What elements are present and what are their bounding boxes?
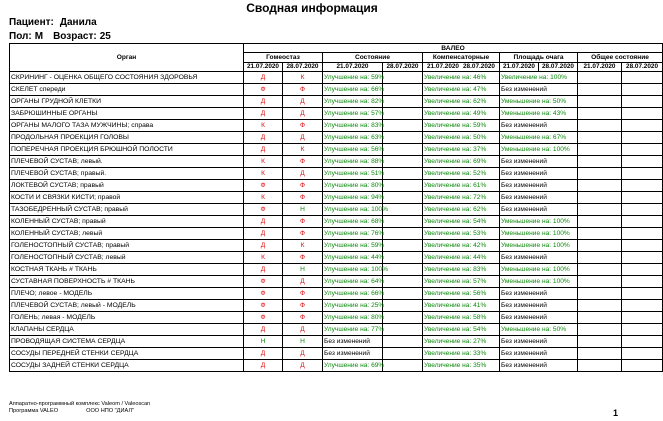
date-header: 28.07.2020 <box>283 62 323 71</box>
state-value: Без изменений <box>323 348 383 360</box>
date-header: 21.07.2020 <box>578 62 622 71</box>
date-header: 21.07.2020 <box>500 62 539 71</box>
general-state-empty <box>622 336 663 348</box>
general-state-empty <box>578 264 622 276</box>
table-row <box>10 192 663 204</box>
table-row <box>10 108 663 120</box>
focus-area-value: Без изменений <box>500 120 578 132</box>
patient-name-label: Пациент: <box>9 17 54 28</box>
general-state-empty <box>578 156 622 168</box>
state-value: Без изменений <box>323 336 383 348</box>
focus-area-value: Уменьшение на: 67% <box>500 132 578 144</box>
focus-area-value: Без изменений <box>500 252 578 264</box>
homeostasis-value-2: Ф <box>283 84 323 96</box>
state-value: Улучшение на: 100% <box>323 264 383 276</box>
general-state-empty <box>578 336 622 348</box>
general-state-empty <box>578 168 622 180</box>
footer-company: ООО НПО "ДИАЛ" <box>86 408 134 414</box>
date-header: 21.07.2020 <box>323 62 383 71</box>
state-value: Улучшение на: 80% <box>323 180 383 192</box>
general-state-empty <box>578 360 622 372</box>
homeostasis-value-2: Ф <box>283 216 323 228</box>
general-state-empty <box>578 72 622 84</box>
focus-area-value: Уменьшение на: 100% <box>500 228 578 240</box>
general-state-empty <box>578 300 622 312</box>
table-row <box>10 204 663 216</box>
state-value-empty <box>383 336 423 348</box>
general-state-empty <box>578 348 622 360</box>
homeostasis-value-1: Д <box>244 96 283 108</box>
general-state-empty <box>622 216 663 228</box>
valeo-group-header: ВАЛЕО <box>244 44 663 53</box>
general-state-empty <box>578 132 622 144</box>
organ-name: ГОЛЕНЬ; левая - МОДЕЛЬ <box>10 312 244 324</box>
table-row <box>10 216 663 228</box>
state-value-empty <box>383 216 423 228</box>
homeostasis-value-1: К <box>244 192 283 204</box>
general-state-empty <box>578 312 622 324</box>
focus-area-value: Без изменений <box>500 300 578 312</box>
general-state-empty <box>578 96 622 108</box>
state-value-empty <box>383 156 423 168</box>
homeostasis-value-2: Н <box>283 336 323 348</box>
state-value-empty <box>383 312 423 324</box>
state-value-empty <box>383 288 423 300</box>
focus-area-value: Без изменений <box>500 336 578 348</box>
organ-name: СОСУДЫ ПЕРЕДНЕЙ СТЕНКИ СЕРДЦА <box>10 348 244 360</box>
table-row <box>10 168 663 180</box>
state-value-empty <box>383 168 423 180</box>
state-value-empty <box>383 120 423 132</box>
organ-name: ЛОКТЕВОЙ СУСТАВ; правый <box>10 180 244 192</box>
state-value: Улучшение на: 44% <box>323 252 383 264</box>
homeostasis-value-1: Д <box>244 132 283 144</box>
table-row <box>10 312 663 324</box>
col-focus-area-header: Площадь очага <box>500 53 578 62</box>
homeostasis-value-2: Ф <box>283 300 323 312</box>
compensatory-value: Увеличение на: 44% <box>423 252 500 264</box>
state-value-empty <box>383 192 423 204</box>
general-state-empty <box>622 300 663 312</box>
homeostasis-value-1: К <box>244 168 283 180</box>
table-row <box>10 72 663 84</box>
organ-name: СОСУДЫ ЗАДНЕЙ СТЕНКИ СЕРДЦА <box>10 360 244 372</box>
compensatory-value: Увеличение на: 46% <box>423 72 500 84</box>
homeostasis-value-2: Ф <box>283 180 323 192</box>
table-row <box>10 156 663 168</box>
state-value: Улучшение на: 57% <box>323 108 383 120</box>
organ-name: ПОПЕРЕЧНАЯ ПРОЕКЦИЯ БРЮШНОЙ ПОЛОСТИ <box>10 144 244 156</box>
focus-area-value: Уменьшение на: 100% <box>500 240 578 252</box>
table-row <box>10 84 663 96</box>
general-state-empty <box>622 324 663 336</box>
general-state-empty <box>578 228 622 240</box>
general-state-empty <box>622 168 663 180</box>
homeostasis-value-1: Н <box>244 336 283 348</box>
focus-area-value: Без изменений <box>500 168 578 180</box>
footer-product: Аппаратно-программный комплекс Valeom / Valeoscan <box>9 401 151 407</box>
state-value: Улучшение на: 82% <box>323 96 383 108</box>
table-row <box>10 276 663 288</box>
date-header: 28.07.2020 <box>539 62 578 71</box>
focus-area-value: Без изменений <box>500 180 578 192</box>
state-value-empty <box>383 144 423 156</box>
homeostasis-value-1: Д <box>244 240 283 252</box>
homeostasis-value-2: Д <box>283 276 323 288</box>
compensatory-value: Увеличение на: 61% <box>423 180 500 192</box>
compensatory-value: Увеличение на: 54% <box>423 324 500 336</box>
general-state-empty <box>622 288 663 300</box>
patient-name-line <box>9 17 103 28</box>
date-header: 21.07.2020 <box>244 62 283 71</box>
homeostasis-value-2: Д <box>283 168 323 180</box>
state-value: Улучшение на: 66% <box>323 288 383 300</box>
table-row <box>10 264 663 276</box>
organ-name: ПЛЕЧЕВОЙ СУСТАВ; правый. <box>10 168 244 180</box>
compensatory-value: Увеличение на: 69% <box>423 156 500 168</box>
organ-name: ОРГАНЫ ГРУДНОЙ КЛЕТКИ <box>10 96 244 108</box>
homeostasis-value-2: Д <box>283 132 323 144</box>
homeostasis-value-1: К <box>244 120 283 132</box>
state-value: Улучшение на: 66% <box>323 84 383 96</box>
state-value: Улучшение на: 59% <box>323 72 383 84</box>
state-value: Улучшение на: 100% <box>323 204 383 216</box>
general-state-empty <box>578 252 622 264</box>
general-state-empty <box>622 72 663 84</box>
compensatory-value: Увеличение на: 37% <box>423 144 500 156</box>
state-value: Улучшение на: 88% <box>323 156 383 168</box>
table-row <box>10 336 663 348</box>
table-row <box>10 120 663 132</box>
general-state-empty <box>578 84 622 96</box>
summary-table <box>9 43 663 372</box>
date-header: 28.07.2020 <box>383 62 423 71</box>
homeostasis-value-1: Д <box>244 228 283 240</box>
table-row <box>10 360 663 372</box>
state-value-empty <box>383 252 423 264</box>
general-state-empty <box>622 84 663 96</box>
general-state-empty <box>578 180 622 192</box>
organ-name: КОЛЕННЫЙ СУСТАВ; правый <box>10 216 244 228</box>
age-label: Возраст: <box>53 31 97 42</box>
organ-name: ПЛЕЧЕВОЙ СУСТАВ; левый - МОДЕЛЬ <box>10 300 244 312</box>
general-state-empty <box>578 192 622 204</box>
homeostasis-value-2: К <box>283 240 323 252</box>
general-state-empty <box>622 276 663 288</box>
homeostasis-value-2: Ф <box>283 192 323 204</box>
col-state-header: Состояние <box>323 53 423 62</box>
state-value-empty <box>383 360 423 372</box>
homeostasis-value-2: Ф <box>283 312 323 324</box>
general-state-empty <box>578 108 622 120</box>
table-row <box>10 132 663 144</box>
organ-name: ПРОДОЛЬНАЯ ПРОЕКЦИЯ ГОЛОВЫ <box>10 132 244 144</box>
compensatory-value: Увеличение на: 41% <box>423 300 500 312</box>
organ-name: ГОЛЕНОСТОПНЫЙ СУСТАВ; левый <box>10 252 244 264</box>
table-row <box>10 324 663 336</box>
homeostasis-value-2: Ф <box>283 156 323 168</box>
state-value: Улучшение на: 25% <box>323 300 383 312</box>
homeostasis-value-1: Д <box>244 324 283 336</box>
organ-name: ОРГАНЫ МАЛОГО ТАЗА МУЖЧИНЫ; справа <box>10 120 244 132</box>
col-homeostasis-header: Гомеостаз <box>244 53 323 62</box>
organ-name: КОЛЕННЫЙ СУСТАВ; левый <box>10 228 244 240</box>
date-header: 28.07.2020 <box>622 62 663 71</box>
state-value: Улучшение на: 63% <box>323 132 383 144</box>
date-header-a: 21.07.2020 <box>427 63 459 71</box>
focus-area-value: Уменьшение на: 100% <box>500 144 578 156</box>
page-title: Сводная информация <box>246 1 378 15</box>
compensatory-value: Увеличение на: 72% <box>423 192 500 204</box>
age-value: 25 <box>99 31 111 42</box>
patient-name: Данила <box>59 17 97 28</box>
organ-name: ЗАБРЮШИННЫЕ ОРГАНЫ <box>10 108 244 120</box>
compensatory-value: Увеличение на: 56% <box>423 288 500 300</box>
general-state-empty <box>622 108 663 120</box>
table-row <box>10 240 663 252</box>
focus-area-value: Уменьшение на: 100% <box>500 264 578 276</box>
state-value: Улучшение на: 83% <box>323 120 383 132</box>
general-state-empty <box>578 288 622 300</box>
state-value-empty <box>383 348 423 360</box>
homeostasis-value-2: К <box>283 72 323 84</box>
focus-area-value: Уменьшение на: 50% <box>500 324 578 336</box>
homeostasis-value-2: Д <box>283 348 323 360</box>
organ-name: КОСТНАЯ ТКАНЬ # ТКАНЬ <box>10 264 244 276</box>
organ-name: ТАЗОБЕДРЕННЫЙ СУСТАВ; правый <box>10 204 244 216</box>
compensatory-value: Увеличение на: 49% <box>423 108 500 120</box>
homeostasis-value-2: Ф <box>283 228 323 240</box>
state-value-empty <box>383 132 423 144</box>
general-state-empty <box>578 204 622 216</box>
compensatory-value: Увеличение на: 57% <box>423 276 500 288</box>
footer-program <box>9 408 134 414</box>
table-row <box>10 180 663 192</box>
homeostasis-value-1: Ф <box>244 300 283 312</box>
general-state-empty <box>622 312 663 324</box>
homeostasis-value-1: Ф <box>244 204 283 216</box>
state-value: Улучшение на: 51% <box>323 168 383 180</box>
state-value-empty <box>383 96 423 108</box>
state-value: Улучшение на: 56% <box>323 144 383 156</box>
focus-area-value: Без изменений <box>500 360 578 372</box>
general-state-empty <box>622 228 663 240</box>
date-header-b: 28.07.2020 <box>463 63 495 71</box>
homeostasis-value-1: Д <box>244 72 283 84</box>
focus-area-value: Увеличение на: 100% <box>500 72 578 84</box>
general-state-empty <box>622 192 663 204</box>
page-number: 1 <box>612 408 618 418</box>
general-state-empty <box>578 144 622 156</box>
compensatory-value: Увеличение на: 83% <box>423 264 500 276</box>
general-state-empty <box>622 96 663 108</box>
homeostasis-value-1: Ф <box>244 276 283 288</box>
state-value: Улучшение на: 59% <box>323 240 383 252</box>
state-value: Улучшение на: 68% <box>323 216 383 228</box>
homeostasis-value-2: Ф <box>283 288 323 300</box>
sex-label: Пол: <box>9 31 32 42</box>
compensatory-value: Увеличение на: 62% <box>423 96 500 108</box>
homeostasis-value-1: Ф <box>244 180 283 192</box>
table-row <box>10 300 663 312</box>
focus-area-value: Уменьшение на: 100% <box>500 216 578 228</box>
homeostasis-value-1: Д <box>244 348 283 360</box>
table-row <box>10 96 663 108</box>
general-state-empty <box>622 240 663 252</box>
state-value-empty <box>383 276 423 288</box>
compensatory-value: Увеличение на: 35% <box>423 360 500 372</box>
general-state-empty <box>578 240 622 252</box>
general-state-empty <box>622 204 663 216</box>
general-state-empty <box>578 120 622 132</box>
table-row <box>10 228 663 240</box>
state-value-empty <box>383 228 423 240</box>
state-value: Улучшение на: 80% <box>323 312 383 324</box>
general-state-empty <box>622 120 663 132</box>
patient-demographics-line <box>9 31 117 42</box>
state-value: Улучшение на: 64% <box>323 276 383 288</box>
homeostasis-value-2: Н <box>283 264 323 276</box>
col-general-state-header: Общее состояние <box>578 53 663 62</box>
homeostasis-value-1: К <box>244 156 283 168</box>
general-state-empty <box>622 144 663 156</box>
focus-area-value: Без изменений <box>500 84 578 96</box>
homeostasis-value-1: Д <box>244 108 283 120</box>
focus-area-value: Без изменений <box>500 312 578 324</box>
homeostasis-value-2: Д <box>283 108 323 120</box>
compensatory-value: Увеличение на: 33% <box>423 348 500 360</box>
footer-program-name: Программа VALEO <box>9 408 59 414</box>
compensatory-value: Увеличение на: 42% <box>423 240 500 252</box>
col-compensatory-header: Компенсаторные <box>423 53 500 62</box>
state-value: Улучшение на: 77% <box>323 324 383 336</box>
homeostasis-value-2: Ф <box>283 120 323 132</box>
state-value: Улучшение на: 76% <box>323 228 383 240</box>
general-state-empty <box>578 276 622 288</box>
focus-area-value: Без изменений <box>500 288 578 300</box>
focus-area-value: Без изменений <box>500 204 578 216</box>
state-value: Улучшение на: 69% <box>323 360 383 372</box>
state-value-empty <box>383 264 423 276</box>
compensatory-value: Увеличение на: 58% <box>423 312 500 324</box>
homeostasis-value-1: Д <box>244 360 283 372</box>
homeostasis-value-1: Ф <box>244 84 283 96</box>
state-value-empty <box>383 324 423 336</box>
focus-area-value: Без изменений <box>500 192 578 204</box>
homeostasis-value-2: Д <box>283 96 323 108</box>
organ-name: СКРИНИНГ - ОЦЕНКА ОБЩЕГО СОСТОЯНИЯ ЗДОРОВЬЯ <box>10 72 244 84</box>
focus-area-value: Уменьшение на: 100% <box>500 276 578 288</box>
compensatory-value: Увеличение на: 54% <box>423 216 500 228</box>
state-value-empty <box>383 300 423 312</box>
homeostasis-value-2: К <box>283 144 323 156</box>
date-header <box>423 62 500 71</box>
state-value-empty <box>383 72 423 84</box>
state-value-empty <box>383 204 423 216</box>
state-value-empty <box>383 240 423 252</box>
general-state-empty <box>622 156 663 168</box>
homeostasis-value-1: Ф <box>244 312 283 324</box>
organ-name: ГОЛЕНОСТОПНЫЙ СУСТАВ; правый <box>10 240 244 252</box>
compensatory-value: Увеличение на: 27% <box>423 336 500 348</box>
focus-area-value: Уменьшение на: 43% <box>500 108 578 120</box>
homeostasis-value-1: К <box>244 252 283 264</box>
organ-name: ПЛЕЧО; левое - МОДЕЛЬ <box>10 288 244 300</box>
general-state-empty <box>622 348 663 360</box>
compensatory-value: Увеличение на: 62% <box>423 204 500 216</box>
homeostasis-value-1: Д <box>244 144 283 156</box>
homeostasis-value-2: Д <box>283 324 323 336</box>
organ-name: ПЛЕЧЕВОЙ СУСТАВ; левый. <box>10 156 244 168</box>
organ-name: КЛАПАНЫ СЕРДЦА <box>10 324 244 336</box>
homeostasis-value-1: Ф <box>244 288 283 300</box>
compensatory-value: Увеличение на: 59% <box>423 120 500 132</box>
general-state-empty <box>578 324 622 336</box>
homeostasis-value-2: Ф <box>283 252 323 264</box>
general-state-empty <box>622 360 663 372</box>
general-state-empty <box>622 132 663 144</box>
organ-name: ПРОВОДЯЩАЯ СИСТЕМА СЕРДЦА <box>10 336 244 348</box>
general-state-empty <box>622 252 663 264</box>
table-row <box>10 252 663 264</box>
compensatory-value: Увеличение на: 53% <box>423 228 500 240</box>
general-state-empty <box>578 216 622 228</box>
homeostasis-value-2: Д <box>283 360 323 372</box>
organ-name: КОСТИ И СВЯЗКИ КИСТИ; правой <box>10 192 244 204</box>
general-state-empty <box>622 264 663 276</box>
state-value-empty <box>383 84 423 96</box>
state-value-empty <box>383 180 423 192</box>
state-value-empty <box>383 108 423 120</box>
focus-area-value: Без изменений <box>500 348 578 360</box>
homeostasis-value-2: Н <box>283 204 323 216</box>
compensatory-value: Увеличение на: 47% <box>423 84 500 96</box>
organ-name: СКЕЛЕТ спереди <box>10 84 244 96</box>
focus-area-value: Уменьшение на: 50% <box>500 96 578 108</box>
compensatory-value: Увеличение на: 50% <box>423 132 500 144</box>
homeostasis-value-1: Д <box>244 264 283 276</box>
table-row <box>10 348 663 360</box>
state-value: Улучшение на: 94% <box>323 192 383 204</box>
table-row <box>10 288 663 300</box>
compensatory-value: Увеличение на: 52% <box>423 168 500 180</box>
organ-column-header: Орган <box>10 44 244 72</box>
organ-name: СУСТАВНАЯ ПОВЕРХНОСТЬ # ТКАНЬ <box>10 276 244 288</box>
general-state-empty <box>622 180 663 192</box>
table-row <box>10 144 663 156</box>
focus-area-value: Без изменений <box>500 156 578 168</box>
homeostasis-value-1: Д <box>244 216 283 228</box>
sex-value: М <box>34 31 44 42</box>
